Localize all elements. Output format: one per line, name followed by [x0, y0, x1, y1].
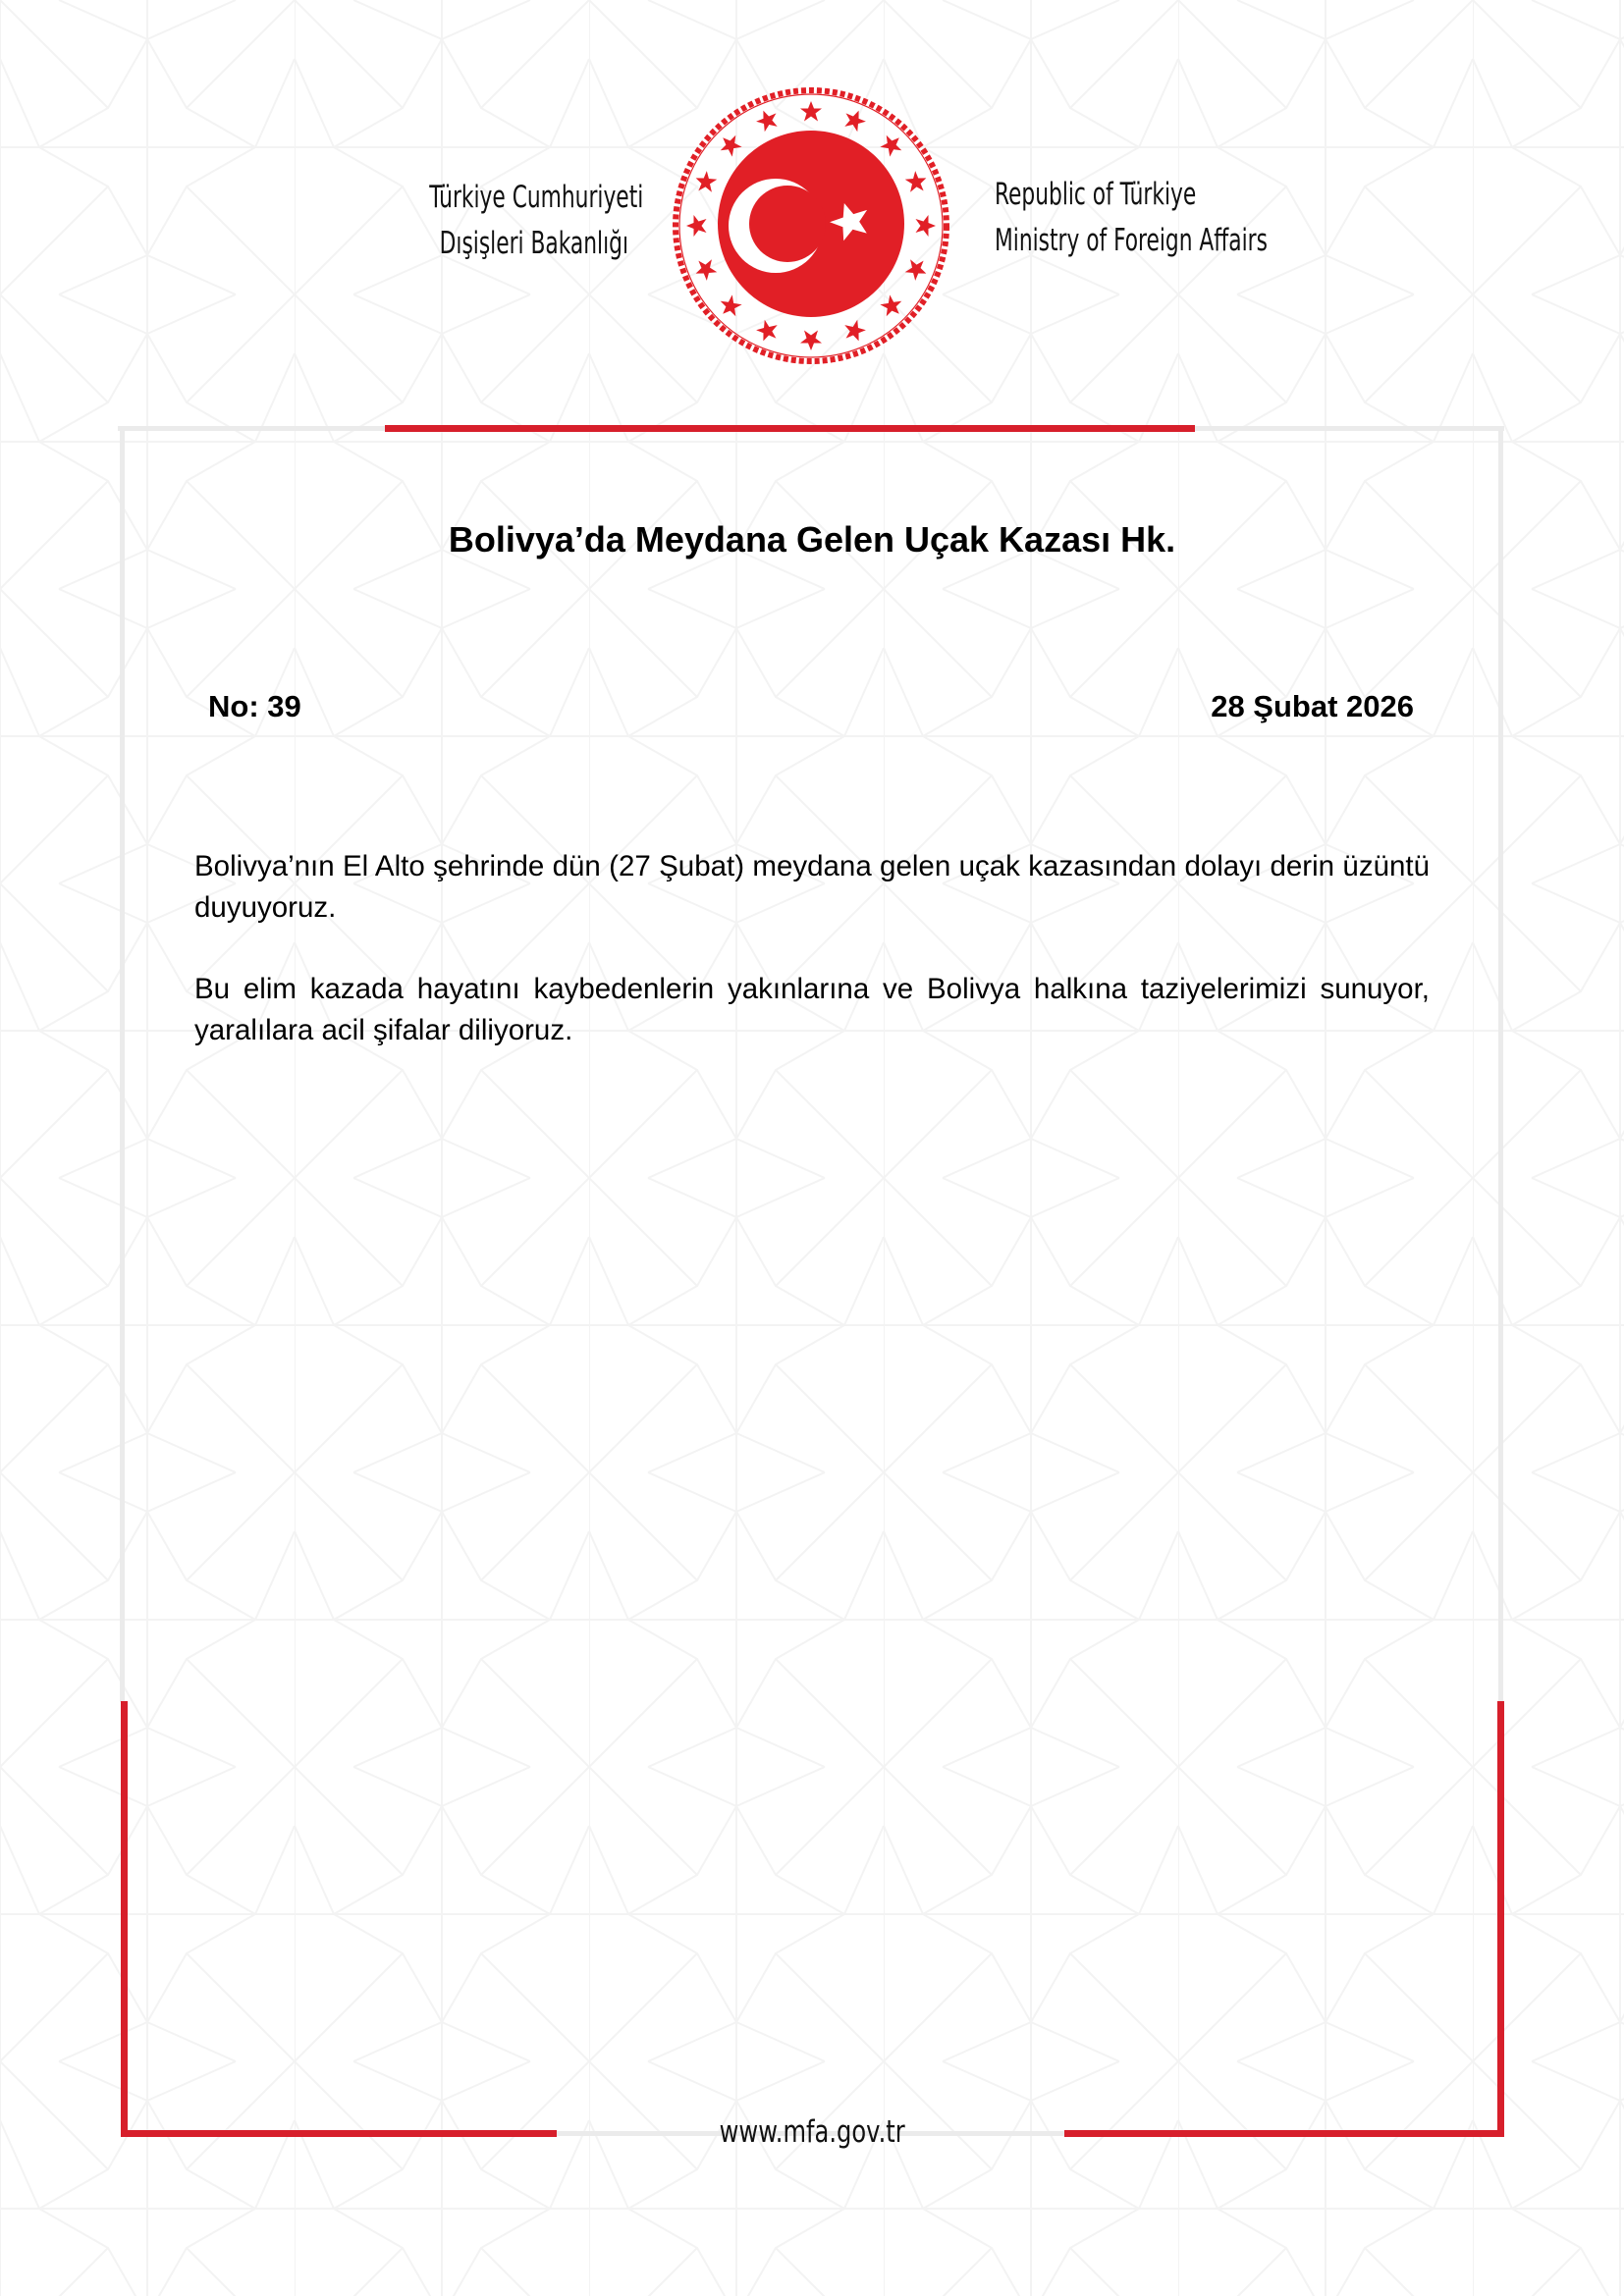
body-paragraph-2: Bu elim kazada hayatını kaybedenlerin yakınlarına ve Bolivya halkına taziyelerimizi sunuyor, yaralılara acil şifalar diliyoruz. [194, 973, 1430, 1046]
frame-top-red-bar [385, 425, 1195, 432]
turkish-mfa-emblem-icon [670, 84, 952, 367]
footer [0, 2110, 1624, 2154]
footer-url-link[interactable]: www.mfa.gov.tr [719, 2114, 905, 2150]
frame-top-left-gray [118, 426, 385, 431]
document-number: No: 39 [208, 689, 301, 723]
header-right-line1: Republic of Türkiye [995, 177, 1197, 212]
document-date: 28 Şubat 2026 [1211, 689, 1414, 723]
document-title: Bolivya’da Meydana Gelen Uçak Kazası Hk. [448, 519, 1176, 560]
header-right-text [995, 172, 1268, 264]
frame-left-gray [120, 426, 125, 1702]
header-left-text [429, 175, 644, 267]
header-left-line2: Dışişleri Bakanlığı [439, 226, 628, 261]
frame-top-right-gray [1195, 426, 1504, 431]
header-right-line2: Ministry of Foreign Affairs [995, 223, 1268, 258]
header-left-line1: Türkiye Cumhuriyeti [429, 180, 644, 215]
frame-right-red [1497, 1701, 1504, 2137]
frame-right-gray [1498, 426, 1503, 1702]
body-paragraph-1: Bolivya’nın El Alto şehrinde dün (27 Şubat) meydana gelen uçak kazasından dolayı derin üzüntü duyuyoruz. [194, 850, 1430, 924]
frame-left-red [121, 1701, 128, 2137]
